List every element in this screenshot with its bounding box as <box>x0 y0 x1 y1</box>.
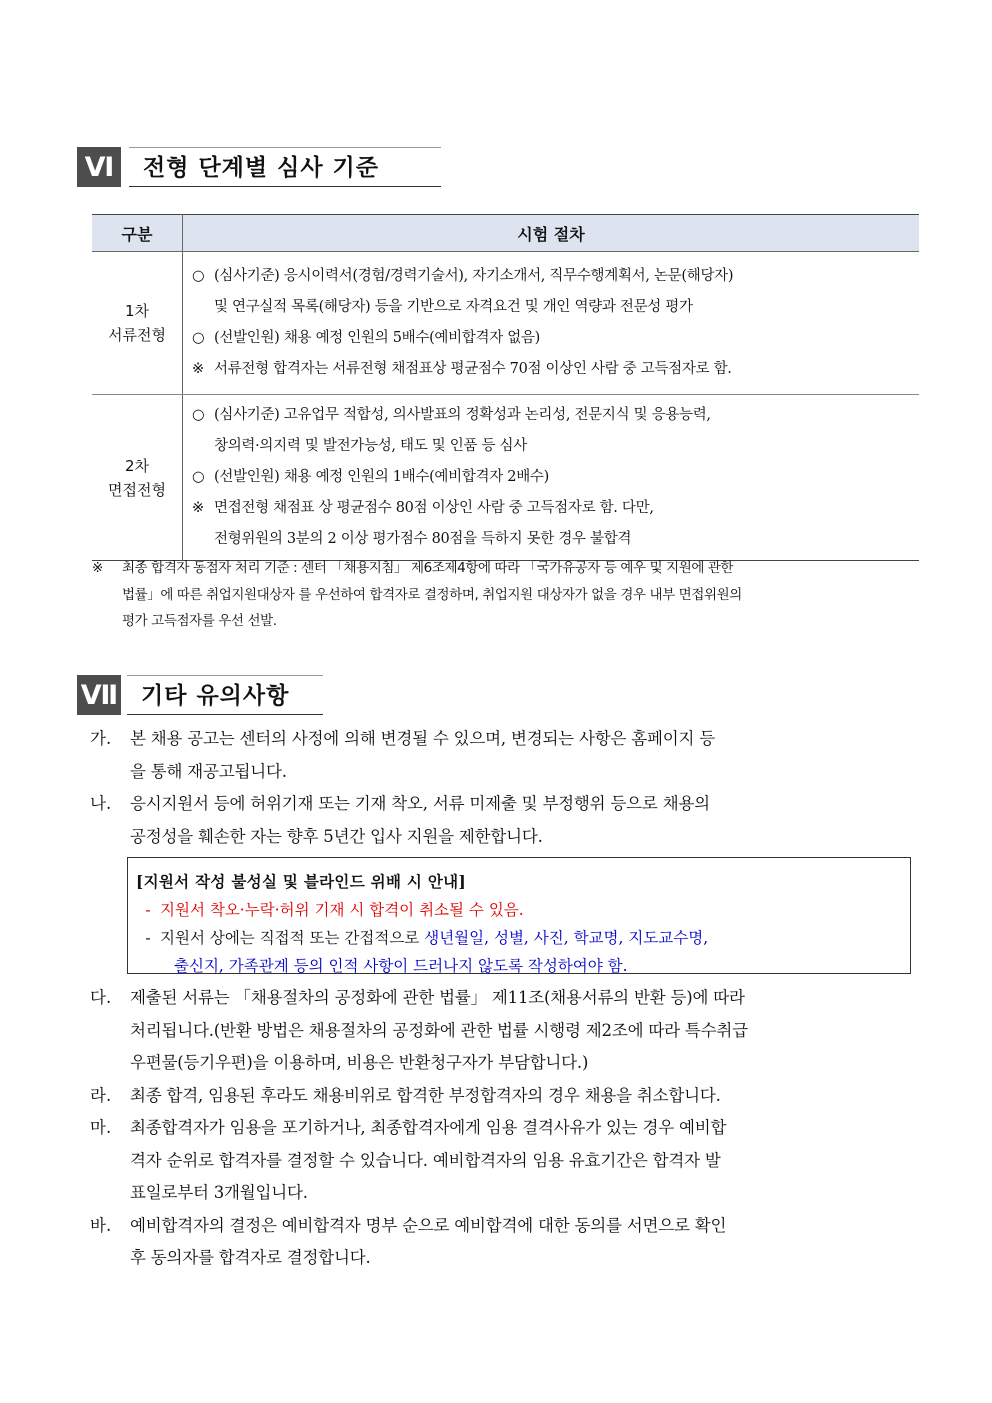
list-item: 라. 최종 합격, 임용된 후라도 채용비위로 합격한 부정합격자의 경우 채용을 취소합니다. <box>90 1085 721 1105</box>
procedure-line: ※ 서류전형 합격자는 서류전형 채점표상 평균점수 70점 이상인 사람 중 고득점자로 함. <box>192 361 732 377</box>
list-item: 바. 예비합격자의 결정은 예비합격자 명부 순으로 예비합격에 대한 동의를 서면으로 확인 후 동의자를 합격자로 결정합니다. <box>90 1215 727 1267</box>
procedure-line: 및 연구실적 목록(해당자) 등을 기반으로 자격요건 및 개인 역량과 전문성 평가 <box>214 299 693 315</box>
procedure-line: ○ (선발인원) 채용 예정 인원의 1배수(예비합격자 2배수) <box>192 469 549 485</box>
blind-hiring-notice-box <box>127 857 911 974</box>
header-procedure: 시험 절차 <box>183 215 920 252</box>
section-7-title: 기타 유의사항 <box>127 675 323 715</box>
procedure-line: ※ 면접전형 채점표 상 평균점수 80점 이상인 사람 중 고득점자로 함. 다만, <box>192 500 654 516</box>
stage-cell <box>92 395 183 561</box>
stage-name: 면접전형 <box>108 480 166 499</box>
procedure-cell <box>183 252 920 395</box>
section-6-title: 전형 단계별 심사 기준 <box>129 147 441 187</box>
notice-line: - 지원서 상에는 직접적 또는 간접적으로 생년월일, 성별, 사진, 학교명, 지도교수명, <box>145 929 709 947</box>
procedure-line: ○ (선발인원) 채용 예정 인원의 5배수(예비합격자 없음) <box>192 330 541 346</box>
notes-list-continued <box>90 982 920 1275</box>
stage-number: 1차 <box>124 302 150 320</box>
list-item: 마. 최종합격자가 임용을 포기하거나, 최종합격자에게 임용 결격사유가 있는 경우 예비합 격자 순위로 합격자를 결정할 수 있습니다. 예비합격자의 임용 유효기간은 합격자 발 표일로부터 3개월입니다. <box>90 1118 727 1202</box>
section-6-badge: Ⅵ <box>77 147 121 187</box>
section-6-heading <box>77 147 441 187</box>
section-7-heading <box>77 675 323 715</box>
list-item: 가. 본 채용 공고는 센터의 사정에 의해 변경될 수 있으며, 변경되는 사항은 홈페이지 등 을 통해 재공고됩니다. <box>90 729 715 781</box>
notes-list <box>90 723 920 857</box>
header-category: 구분 <box>92 215 183 252</box>
tiebreak-footnote: ※ 최종 합격자 동점자 처리 기준 : 센터 「채용지침」 제6조제4항에 따라 「국가유공자 등 예우 및 지원에 관한 법률」에 따른 취업지원대상자 를 우선하여 합격자로 결정하며, 취업지원 대상자가 없을 경우 내부 면접위원의 평가 고득점자를 우선 선발. <box>92 560 742 629</box>
procedure-line: ○ (심사기준) 응시이력서(경험/경력기술서), 자기소개서, 직무수행계획서, 논문(해당자) <box>192 268 734 284</box>
notice-heading: [지원서 작성 불성실 및 블라인드 위배 시 안내] <box>136 872 467 891</box>
list-item: 나. 응시지원서 등에 허위기재 또는 기재 착오, 서류 미제출 및 부정행위 등으로 채용의 공정성을 훼손한 자는 향후 5년간 입사 지원을 제한합니다. <box>90 794 710 846</box>
section-7-badge: Ⅶ <box>77 675 121 715</box>
table-row <box>92 395 919 561</box>
notice-line: - 지원서 착오·누락·허위 기재 시 합격이 취소될 수 있음. <box>145 901 524 919</box>
table-row <box>92 252 919 395</box>
procedure-line: ○ (심사기준) 고유업무 적합성, 의사발표의 정확성과 논리성, 전문지식 및 응용능력, <box>192 407 711 423</box>
screening-criteria-table <box>92 214 919 561</box>
list-item: 다. 제출된 서류는 「채용절차의 공정화에 관한 법률」 제11조(채용서류의 반환 등)에 따라 처리됩니다.(반환 방법은 채용절차의 공정화에 관한 법률 시행령 제2조에 따라 특수취급 우편물(등기우편)을 이용하며, 비용은 반환청구자가 부담합니다.) <box>90 988 748 1072</box>
procedure-line: 창의력·의지력 및 발전가능성, 태도 및 인품 등 심사 <box>214 438 527 454</box>
notice-line: 출신지, 가족관계 등의 인적 사항이 드러나지 않도록 작성하여야 함. <box>174 957 628 975</box>
stage-cell <box>92 252 183 395</box>
stage-name: 서류전형 <box>108 326 166 344</box>
procedure-line: 전형위원의 3분의 2 이상 평가점수 80점을 득하지 못한 경우 불합격 <box>214 531 632 547</box>
procedure-cell <box>183 395 920 561</box>
table-header-row <box>92 215 919 252</box>
stage-number: 2차 <box>124 456 150 475</box>
